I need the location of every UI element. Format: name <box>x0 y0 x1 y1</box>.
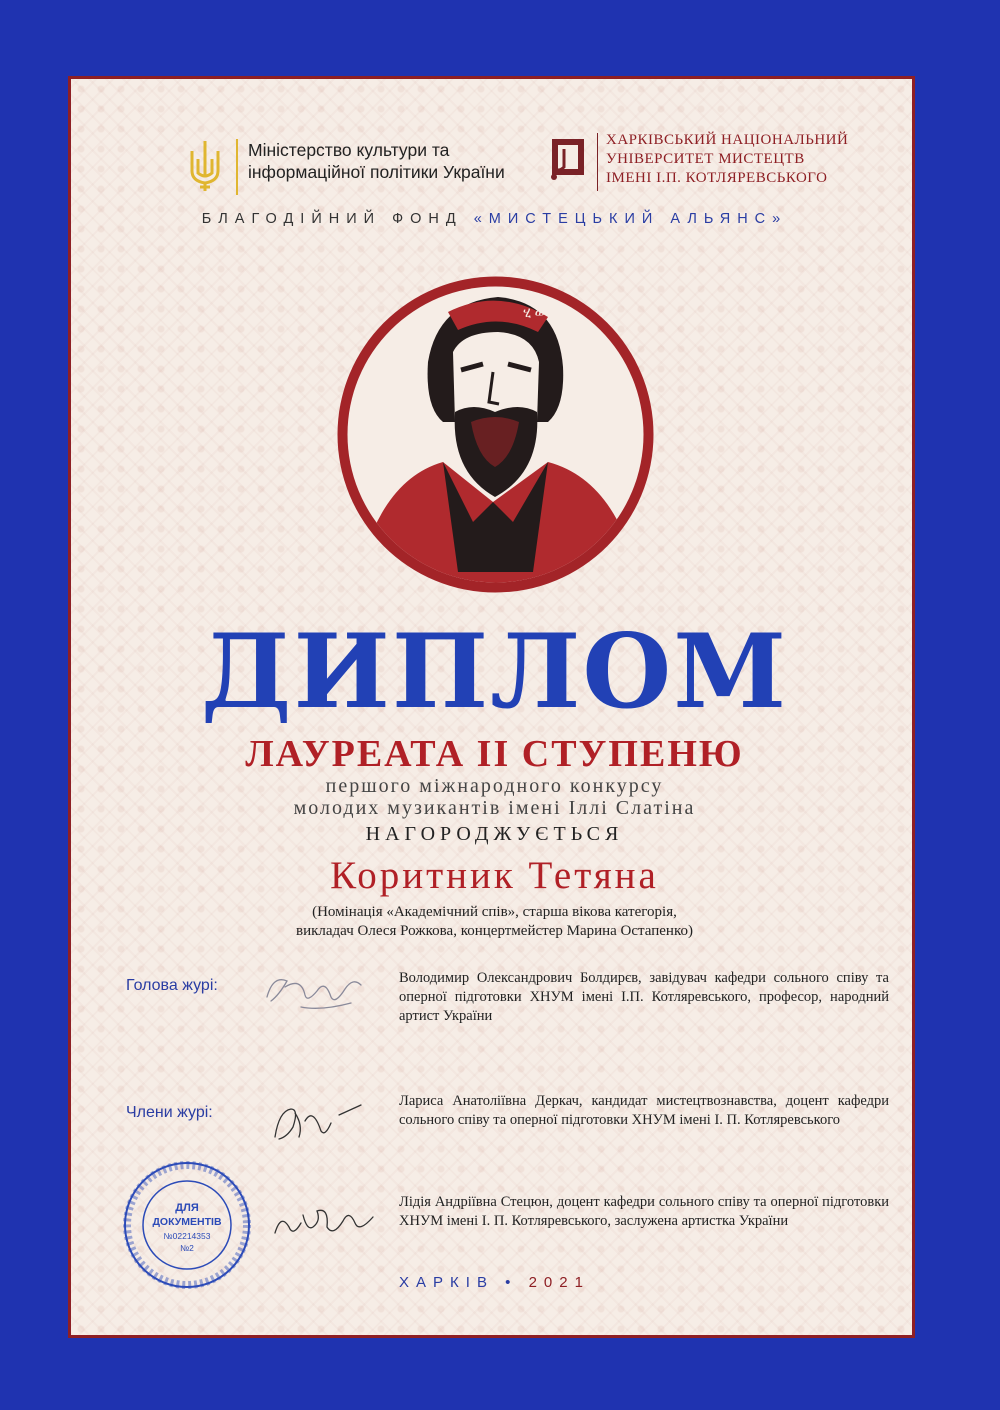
ministry-name <box>248 139 508 183</box>
ministry-logo-block <box>186 137 505 201</box>
member2-signature <box>269 1197 379 1247</box>
university-line1: ХАРКІВСЬКИЙ НАЦІОНАЛЬНИЙ <box>606 132 849 148</box>
jury-member2-text: Лідія Андріївна Стецюн, доцент кафедри сольного співу та оперної підготовки ХНУМ імені І. П. Котляревського, заслужена артистка України <box>399 1194 889 1229</box>
footer-place-year <box>71 1274 918 1291</box>
jury-members-label: Члени журі: <box>126 1104 213 1121</box>
competition-line2: молодих музикантів імені Іллі Слатіна <box>293 797 696 819</box>
charity-fund-line <box>71 211 918 227</box>
nomination-details <box>71 903 918 941</box>
awarded-label: НАГОРОДЖУЄТЬСЯ <box>365 823 624 845</box>
stamp-line4: №2 <box>180 1243 194 1253</box>
stamp-line2: ДОКУМЕНТІВ <box>152 1216 222 1228</box>
laureate-degree: ЛАУРЕАТА ІІ СТУПЕНЮ <box>245 733 744 775</box>
fund-name: «МИСТЕЦЬКИЙ АЛЬЯНС» <box>473 211 788 227</box>
stamp-line1: ДЛЯ <box>175 1202 199 1214</box>
footer-year: 2021 <box>528 1274 590 1291</box>
ministry-line2: інформаційної політики України <box>248 162 505 182</box>
university-logo-icon <box>544 137 588 185</box>
jury-chair-label: Голова журі: <box>126 977 218 994</box>
portrait-headband-text: ሂ ወ ሮ <box>523 306 558 321</box>
chair-signature <box>261 967 371 1017</box>
member1-signature <box>269 1097 369 1147</box>
portrait-emblem <box>333 272 658 597</box>
stamp-line3: №02214353 <box>163 1231 211 1241</box>
footer-city: ХАРКІВ <box>399 1274 494 1291</box>
ministry-divider <box>236 139 238 195</box>
competition-name <box>71 775 918 819</box>
trident-icon <box>186 137 224 193</box>
university-name <box>606 131 886 188</box>
university-logo-block <box>544 131 874 195</box>
nomination-line2: викладач Олеся Рожкова, концертмейстер Марина Остапенко) <box>296 923 693 939</box>
diploma-title: ДИПЛОМ <box>200 612 789 732</box>
university-line3: ІМЕНІ І.П. КОТЛЯРЕВСЬКОГО <box>606 170 828 186</box>
fund-prefix: БЛАГОДІЙНИЙ ФОНД <box>201 211 463 227</box>
jury-chair-text: Володимир Олександрович Болдирєв, завідувач кафедри сольного співу та оперної підготовки ХНУМ імені І.П. Котляревського, професор, народний артист України <box>399 970 889 1024</box>
nomination-line1: (Номінація «Академічний спів», старша вікова категорія, <box>312 904 677 920</box>
ministry-line1: Міністерство культури та <box>248 140 450 160</box>
university-divider <box>597 133 598 191</box>
official-stamp <box>121 1159 253 1291</box>
jury-member1-text: Лариса Анатоліївна Деркач, кандидат мистецтвознавства, доцент кафедри сольного співу та оперної підготовки ХНУМ імені І. П. Котляревського <box>399 1093 889 1128</box>
diploma-sheet <box>68 76 915 1338</box>
footer-separator: • <box>505 1274 518 1291</box>
competition-line1: першого міжнародного конкурсу <box>325 775 664 797</box>
university-line2: УНІВЕРСИТЕТ МИСТЕЦТВ <box>606 151 805 167</box>
winner-name: Коритник Тетяна <box>330 854 659 897</box>
